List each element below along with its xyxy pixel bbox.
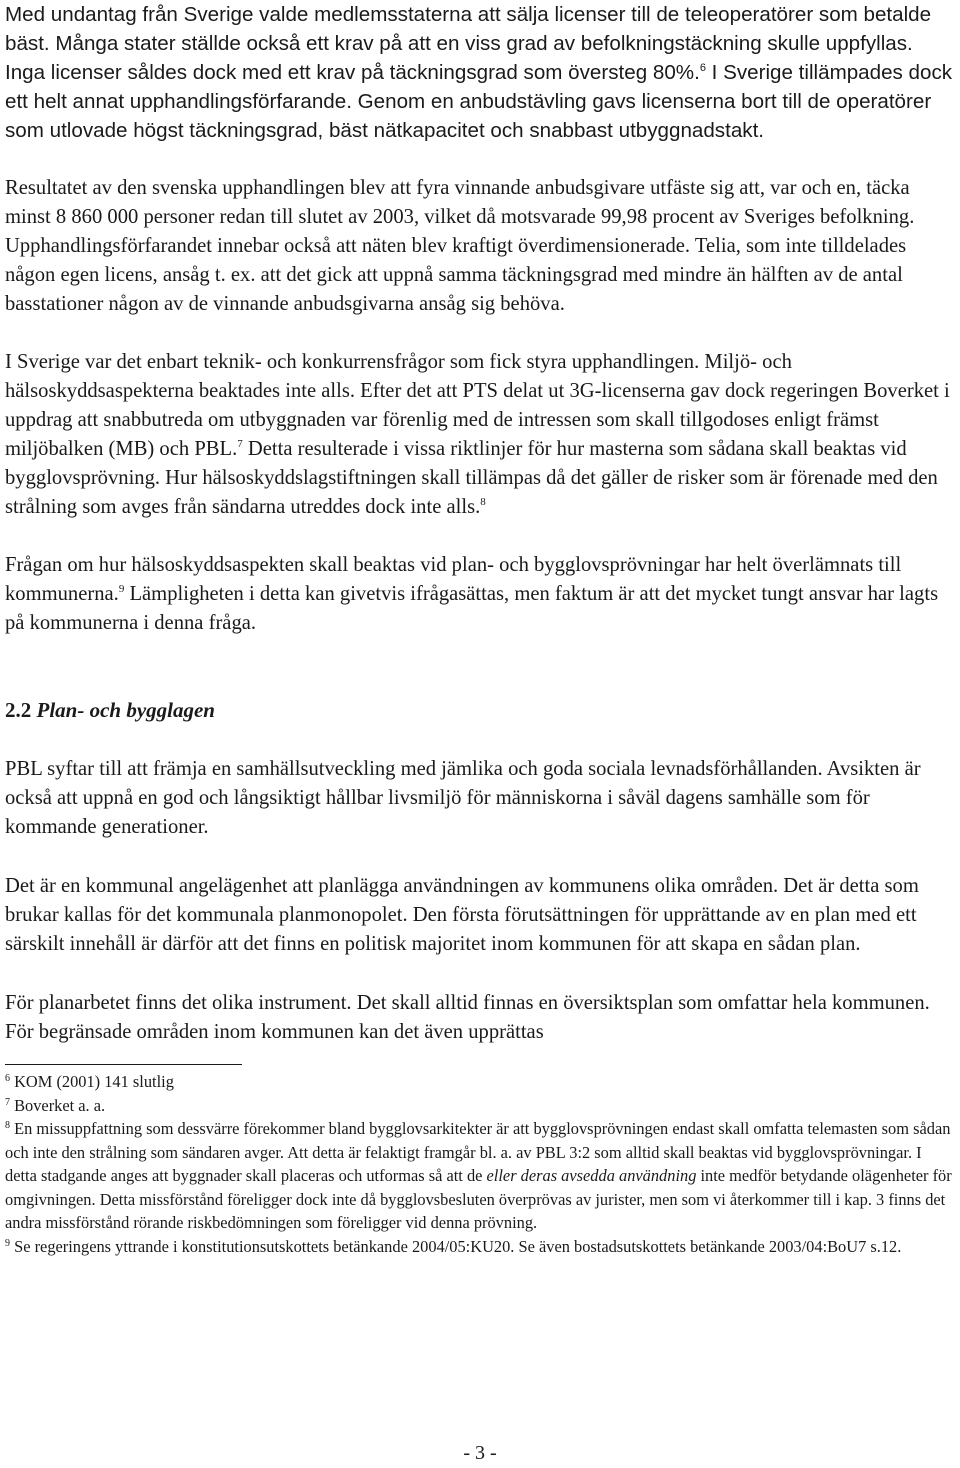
footnote-ref-9[interactable]: 9 xyxy=(118,583,125,595)
footnote-number: 9 xyxy=(5,1237,10,1249)
footnote-7 xyxy=(5,1094,955,1118)
section-title: Plan- och bygglagen xyxy=(36,698,215,722)
section-number: 2.2 xyxy=(5,698,32,722)
section-heading xyxy=(5,696,955,725)
intro-paragraph xyxy=(5,0,955,145)
footnote-text: KOM (2001) 141 slutlig xyxy=(10,1072,174,1091)
sweden-paragraph xyxy=(5,348,955,522)
footnotes xyxy=(5,1070,955,1258)
footnote-ref-7[interactable]: 7 xyxy=(237,438,243,450)
footnote-text: Se regeringens yttrande i konstitutionsutskottets betänkande 2004/05:KU20. Se även bostadsutskottets betänkande 2003/04:BoU7 s.12. xyxy=(10,1236,902,1256)
footnote-ref-8[interactable]: 8 xyxy=(480,496,486,508)
footnote-text: inte medför betydande olägenheter för omgivningen. Detta missförstånd föreligger dock inte då bygglovsbesluten överprövas av jurister, men som vi återkommer till i kap. 3 finns det andra missförstånd rörande riskbedömningen som föreligger vid denna prövning. xyxy=(5,1166,952,1232)
footnote-6 xyxy=(5,1070,955,1094)
document-page xyxy=(5,0,955,1258)
instruments-paragraph: För planarbetet finns det olika instrument. Det skall alltid finnas en översiktsplan som omfattar hela kommunen. För begränsade områden inom kommunen kan det även upprättas xyxy=(5,992,930,1043)
intro-text-2: I Sverige tillämpades dock ett helt annat upphandlingsförfarande. Genom en anbudstävling gavs licenserna bort till de operatörer som utlovade högst täckningsgrad, bäst nätkapacitet och snabbast utbyggnadstakt. xyxy=(5,61,953,142)
footnote-italic-text: eller deras avsedda användning xyxy=(486,1166,697,1185)
result-paragraph: Resultatet av den svenska upphandlingen blev att fyra vinnande anbudsgivare utfäste sig att, var och en, täcka minst 8 860 000 personer redan till slutet av 2003, vilket då motsvarade 99,98 procent av Sveriges befolkning. Upphandlingsförfarandet innebar också att näten blev kraftigt överdimensionerade. Telia, som inte tilldelades någon egen licens, ansåg t. ex. att det gick att uppnå samma täckningsgrad med mindre än hälften av de antal basstationer någon av de vinnande anbudsgivarna ansåg sig behöva. xyxy=(5,177,915,315)
page-number: - 3 - xyxy=(463,1442,497,1464)
footnote-text: En missuppfattning som dessvärre förekommer bland bygglovsarkitekter är att bygglovsprövningen endast skall omfatta telemasten som sådan och inte den strålning som sändaren avger. Att detta är felaktigt framgår bl. a. av PBL 3:2 som alltid skall beaktas vid bygglovsprövningar. I detta stadgande anges att byggnader skall placeras och utformas så att de xyxy=(5,1119,951,1185)
footnote-number: 6 xyxy=(5,1073,10,1084)
footnote-separator xyxy=(5,1064,242,1065)
footnote-9 xyxy=(5,1235,955,1259)
footnote-number: 8 xyxy=(5,1120,10,1131)
sweden-text-2: Detta resulterade i vissa riktlinjer för hur masterna som sådana skall beaktas vid bygglovsprövning. Hur hälsoskyddslagstiftningen skall tillämpas då det gäller de risker som är förenade med den strålning som avges från sändarna utreddes dock inte alls. xyxy=(5,438,938,518)
footnote-text: Boverket a. a. xyxy=(10,1095,106,1115)
municipal-paragraph: Det är en kommunal angelägenhet att planlägga användningen av kommunens olika områden. Det är detta som brukar kallas för det kommunala planmonopolet. Den första förutsättningen för upprättande av en plan med ett särskilt innehåll är därför att det finns en politisk majoritet inom kommunen för att skapa en sådan plan. xyxy=(5,875,919,955)
question-paragraph xyxy=(5,551,955,638)
footnote-ref-6[interactable]: 6 xyxy=(699,62,706,74)
pbl-paragraph: PBL syftar till att främja en samhällsutveckling med jämlika och goda sociala levnadsförhållanden. Avsikten är också att uppnå en god och långsiktigt hållbar livsmiljö för människorna i såväl dagens samhälle som för kommande generationer. xyxy=(5,758,921,838)
footnote-8 xyxy=(5,1117,955,1235)
question-text-2: Lämpligheten i detta kan givetvis ifrågasättas, men faktum är att det mycket tungt ansvar har lagts på kommunerna i denna fråga. xyxy=(5,583,939,634)
question-text-1: Frågan om hur hälsoskyddsaspekten skall beaktas vid plan- och bygglovsprövningar har helt överlämnats till kommunerna. xyxy=(5,554,902,605)
sweden-text-1: I Sverige var det enbart teknik- och konkurrensfrågor som fick styra upphandlingen. Miljö- och hälsoskyddsaspekterna beaktades inte alls. Efter det att PTS delat ut 3G-licenserna gav dock regeringen Boverket i uppdrag att snabbutreda om utbyggnaden var förenlig med de intressen som skall tillgodoses enligt främst miljöbalken (MB) och PBL. xyxy=(5,351,950,460)
intro-text-1: Med undantag från Sverige valde medlemsstaterna att sälja licenser till de teleoperatörer som betalde bäst. Många stater ställde också ett krav på att en viss grad av befolkningstäckning skulle uppfyllas. Inga licenser såldes dock med ett krav på täckningsgrad som översteg 80%. xyxy=(5,3,932,84)
footnote-number: 7 xyxy=(5,1096,10,1108)
